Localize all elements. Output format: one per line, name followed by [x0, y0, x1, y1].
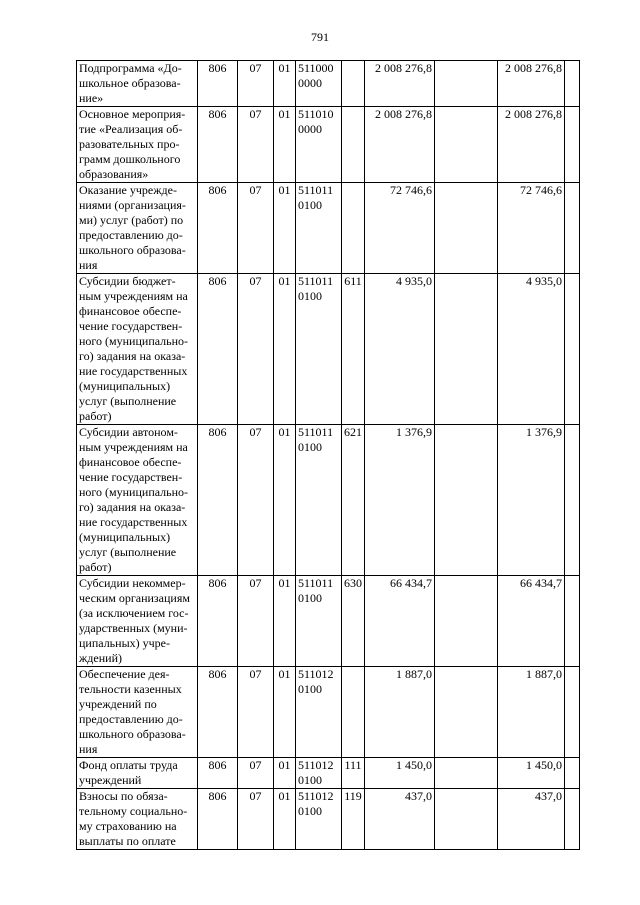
amount-change-cell	[435, 183, 498, 274]
amount-total-cell: 66 434,7	[365, 576, 435, 667]
amount-final-cell: 4 935,0	[498, 274, 565, 425]
amount-total-cell: 1 450,0	[365, 758, 435, 789]
amount-change-cell	[435, 576, 498, 667]
expense-type-cell: 119	[342, 789, 365, 850]
section-code-cell: 07	[238, 61, 274, 107]
ministry-code-cell: 806	[198, 274, 238, 425]
amount-total-cell: 1 376,9	[365, 425, 435, 576]
amount-change-cell	[435, 667, 498, 758]
amount-final-cell: 72 746,6	[498, 183, 565, 274]
section-code-cell: 07	[238, 789, 274, 850]
subsection-code-cell: 01	[274, 274, 296, 425]
target-code-cell: 511012 0100	[296, 667, 342, 758]
section-code-cell: 07	[238, 576, 274, 667]
section-code-cell: 07	[238, 758, 274, 789]
amount-total-cell: 1 887,0	[365, 667, 435, 758]
row-name-cell: Подпрограмма «До- школьное образова- ние»	[77, 61, 198, 107]
row-name-cell: Фонд оплаты труда учреждений	[77, 758, 198, 789]
section-code-cell: 07	[238, 183, 274, 274]
row-name-cell: Субсидии автоном- ным учреждениям на финансовое обеспе- чение государствен- ного (муниципально- го) задания на оказа- ние государственных (муниципальных) услуг (выполнение работ)	[77, 425, 198, 576]
amount-final-cell: 66 434,7	[498, 576, 565, 667]
empty-cell	[565, 758, 580, 789]
subsection-code-cell: 01	[274, 789, 296, 850]
page-number: 791	[311, 30, 329, 44]
amount-total-cell: 4 935,0	[365, 274, 435, 425]
expense-type-cell: 611	[342, 274, 365, 425]
ministry-code-cell: 806	[198, 425, 238, 576]
target-code-cell: 511011 0100	[296, 183, 342, 274]
amount-final-cell: 1 887,0	[498, 667, 565, 758]
expense-type-cell	[342, 107, 365, 183]
table-row	[77, 789, 580, 850]
table-row	[77, 667, 580, 758]
subsection-code-cell: 01	[274, 576, 296, 667]
expense-type-cell: 111	[342, 758, 365, 789]
target-code-cell: 511010 0000	[296, 107, 342, 183]
row-name-cell: Субсидии некоммер- ческим организациям (за исключением гос- ударственных (муни- ципальных) учре- ждений)	[77, 576, 198, 667]
amount-change-cell	[435, 274, 498, 425]
section-code-cell: 07	[238, 667, 274, 758]
amount-total-cell: 72 746,6	[365, 183, 435, 274]
table-row	[77, 183, 580, 274]
expense-type-cell	[342, 183, 365, 274]
ministry-code-cell: 806	[198, 667, 238, 758]
amount-total-cell: 437,0	[365, 789, 435, 850]
target-code-cell: 511012 0100	[296, 789, 342, 850]
table-row	[77, 61, 580, 107]
amount-change-cell	[435, 107, 498, 183]
subsection-code-cell: 01	[274, 183, 296, 274]
row-name-cell: Обеспечение дея- тельности казенных учреждений по предоставлению до- школьного образова- ния	[77, 667, 198, 758]
ministry-code-cell: 806	[198, 789, 238, 850]
empty-cell	[565, 789, 580, 850]
subsection-code-cell: 01	[274, 425, 296, 576]
budget-table	[76, 60, 580, 850]
amount-final-cell: 437,0	[498, 789, 565, 850]
section-code-cell: 07	[238, 274, 274, 425]
table-row	[77, 274, 580, 425]
section-code-cell: 07	[238, 425, 274, 576]
empty-cell	[565, 425, 580, 576]
table-row	[77, 576, 580, 667]
empty-cell	[565, 274, 580, 425]
expense-type-cell: 621	[342, 425, 365, 576]
row-name-cell: Основное мероприя- тие «Реализация об- разовательных про- грамм дошкольного образования»	[77, 107, 198, 183]
subsection-code-cell: 01	[274, 667, 296, 758]
expense-type-cell	[342, 61, 365, 107]
expense-type-cell: 630	[342, 576, 365, 667]
amount-change-cell	[435, 758, 498, 789]
row-name-cell: Оказание учрежде- ниями (организация- ми) услуг (работ) по предоставлению до- школьного образова- ния	[77, 183, 198, 274]
subsection-code-cell: 01	[274, 758, 296, 789]
ministry-code-cell: 806	[198, 183, 238, 274]
amount-change-cell	[435, 425, 498, 576]
expense-type-cell	[342, 667, 365, 758]
amount-total-cell: 2 008 276,8	[365, 61, 435, 107]
amount-total-cell: 2 008 276,8	[365, 107, 435, 183]
subsection-code-cell: 01	[274, 107, 296, 183]
amount-final-cell: 1 450,0	[498, 758, 565, 789]
row-name-cell: Взносы по обяза- тельному социально- му страхованию на выплаты по оплате	[77, 789, 198, 850]
amount-change-cell	[435, 61, 498, 107]
target-code-cell: 511012 0100	[296, 758, 342, 789]
table-row	[77, 425, 580, 576]
amount-final-cell: 2 008 276,8	[498, 61, 565, 107]
empty-cell	[565, 667, 580, 758]
subsection-code-cell: 01	[274, 61, 296, 107]
table-row	[77, 758, 580, 789]
target-code-cell: 511000 0000	[296, 61, 342, 107]
row-name-cell: Субсидии бюджет- ным учреждениям на финансовое обеспе- чение государствен- ного (муниципально- го) задания на оказа- ние государственных (муниципальных) услуг (выполнение работ)	[77, 274, 198, 425]
ministry-code-cell: 806	[198, 758, 238, 789]
section-code-cell: 07	[238, 107, 274, 183]
amount-final-cell: 2 008 276,8	[498, 107, 565, 183]
table-row	[77, 107, 580, 183]
empty-cell	[565, 183, 580, 274]
amount-final-cell: 1 376,9	[498, 425, 565, 576]
amount-change-cell	[435, 789, 498, 850]
empty-cell	[565, 61, 580, 107]
ministry-code-cell: 806	[198, 61, 238, 107]
empty-cell	[565, 576, 580, 667]
ministry-code-cell: 806	[198, 107, 238, 183]
target-code-cell: 511011 0100	[296, 576, 342, 667]
target-code-cell: 511011 0100	[296, 274, 342, 425]
empty-cell	[565, 107, 580, 183]
ministry-code-cell: 806	[198, 576, 238, 667]
target-code-cell: 511011 0100	[296, 425, 342, 576]
